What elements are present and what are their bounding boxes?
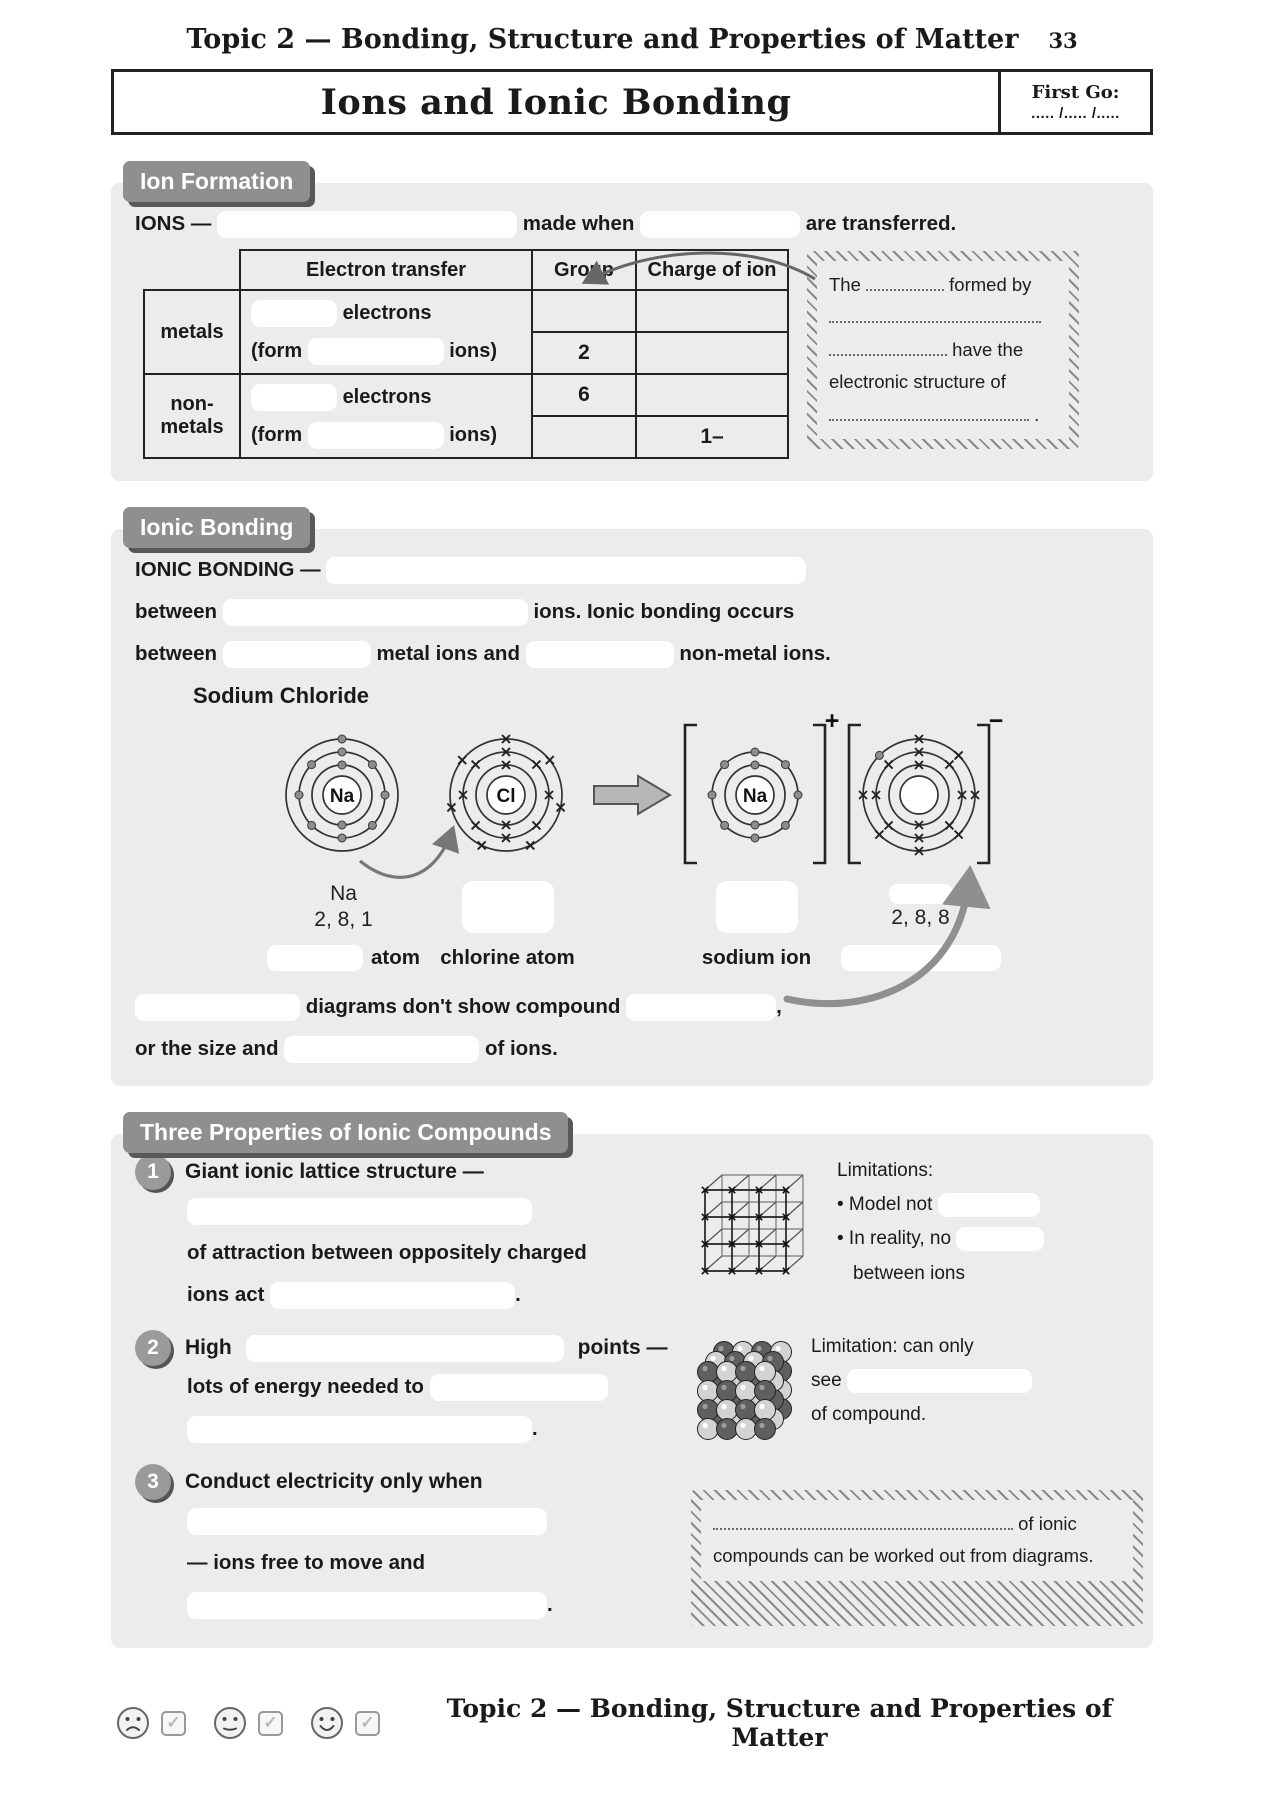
note-line-4: electronic structure of bbox=[829, 371, 1006, 393]
note-line-5: . bbox=[829, 399, 1057, 431]
neutral-face-icon bbox=[212, 1705, 248, 1741]
limitation-2-line-3: of compound. bbox=[811, 1404, 927, 1426]
no-gaps-blank[interactable] bbox=[956, 1227, 1044, 1251]
self-assessment-checkbox-neutral[interactable]: ✓ bbox=[258, 1711, 283, 1736]
strong-bonds-blank[interactable] bbox=[187, 1416, 532, 1443]
chlorine-atom-diagram bbox=[426, 711, 590, 874]
negative-blank[interactable] bbox=[526, 641, 674, 668]
between-ions-text: between ions bbox=[853, 1262, 965, 1284]
lattice-limitations-block bbox=[691, 1154, 1143, 1316]
item-3-number: 3 bbox=[135, 1464, 171, 1500]
tab-properties: Three Properties of Ionic Compounds bbox=[123, 1112, 568, 1153]
sodium-ion-column bbox=[675, 711, 839, 976]
nonmetals-electrons-text: electrons bbox=[342, 386, 432, 408]
sad-face-icon bbox=[115, 1705, 151, 1741]
chlorine-atom-column bbox=[426, 711, 590, 976]
self-assessment-neutral bbox=[212, 1705, 283, 1741]
metals-electrons-text: electrons bbox=[342, 302, 432, 324]
note-blank-2[interactable] bbox=[829, 310, 1041, 323]
crystal-limitation-block bbox=[691, 1330, 1143, 1450]
row-label-nonmetals: non- metals bbox=[144, 374, 240, 458]
empirical-formula-blank[interactable] bbox=[713, 1517, 1013, 1530]
ions-transferred-blank[interactable] bbox=[640, 211, 800, 238]
note-line-3: have the bbox=[829, 334, 1057, 366]
topic-title: Topic 2 — Bonding, Structure and Properties of Matter bbox=[186, 24, 1019, 55]
lattice-model-image bbox=[691, 1154, 823, 1285]
note-blank-4[interactable] bbox=[829, 408, 1029, 421]
section-properties bbox=[111, 1119, 1153, 1648]
oppositely-charged-blank[interactable] bbox=[223, 599, 528, 626]
first-go-box bbox=[998, 72, 1150, 132]
nonmetals-charge-cell-2: 1– bbox=[636, 416, 788, 458]
tab-ion-formation: Ion Formation bbox=[123, 161, 310, 202]
nonmetals-ion-type-blank[interactable] bbox=[308, 422, 444, 449]
section-ion-formation bbox=[111, 168, 1153, 481]
svg-text:Na: Na bbox=[742, 786, 767, 807]
ionic-bonding-line-3: between metal ions and non-metal ions. bbox=[135, 633, 1129, 675]
overcome-blank[interactable] bbox=[430, 1374, 608, 1401]
carry-charge-blank[interactable] bbox=[187, 1592, 547, 1619]
tab-ionic-bonding: Ionic Bonding bbox=[123, 507, 310, 548]
nonmetals-charge-cell-1[interactable] bbox=[636, 374, 788, 416]
sodium-word-blank[interactable] bbox=[267, 945, 363, 971]
nonmetals-lose-gain-blank[interactable] bbox=[251, 384, 337, 411]
first-go-date-field[interactable]: ..... /..... /..... bbox=[1031, 105, 1120, 122]
row-label-metals: metals bbox=[144, 290, 240, 374]
sodium-atom-column bbox=[262, 711, 426, 976]
ionic-bonding-line-2: between ions. Ionic bonding occurs bbox=[135, 591, 1129, 633]
limitation-bullet-2: • In reality, no bbox=[837, 1222, 1044, 1256]
chloride-ion-name-blank[interactable] bbox=[841, 945, 1001, 971]
item-1-number: 1 bbox=[135, 1154, 171, 1190]
reaction-arrow-column bbox=[590, 711, 675, 976]
sodium-ion-config-blank[interactable] bbox=[716, 881, 798, 933]
page-number: 33 bbox=[1048, 28, 1078, 53]
chloride-ion-column bbox=[839, 711, 1003, 976]
first-go-label: First Go: bbox=[1031, 82, 1120, 103]
sodium-ion-diagram bbox=[675, 711, 839, 874]
svg-text:+: + bbox=[824, 711, 839, 735]
nonmetals-form-text: (form bbox=[251, 424, 303, 446]
item-1-title: Giant ionic lattice structure — bbox=[185, 1160, 484, 1183]
dot-cross-word-blank[interactable] bbox=[135, 994, 300, 1021]
ions-definition-blank[interactable] bbox=[217, 211, 517, 238]
chloride-symbol-blank[interactable] bbox=[889, 884, 953, 904]
limitation-2-line-2: see bbox=[811, 1364, 1032, 1398]
property-item-3: 3 Conduct electricity only when — ions free to move and . bbox=[135, 1464, 683, 1626]
metals-group-cell-1[interactable] bbox=[532, 290, 636, 332]
positive-blank[interactable] bbox=[223, 641, 371, 668]
ion-formation-table bbox=[143, 249, 789, 459]
workbook-page bbox=[111, 0, 1153, 1752]
limitation-2-line-1: Limitation: can only bbox=[811, 1336, 974, 1357]
svg-text:Cl: Cl bbox=[496, 786, 515, 807]
svg-text:Na: Na bbox=[329, 786, 354, 807]
empirical-formula-note bbox=[691, 1490, 1143, 1626]
note-blank-3[interactable] bbox=[829, 343, 947, 356]
property-item-2: 2 High points — lots of energy needed to . bbox=[135, 1330, 683, 1450]
note3-line-2: compounds can be worked out from diagrams. bbox=[713, 1545, 1094, 1567]
sodium-ion-label: sodium ion bbox=[701, 946, 812, 969]
note-line-2 bbox=[829, 301, 1057, 333]
self-assessment-checkbox-happy[interactable]: ✓ bbox=[355, 1711, 380, 1736]
metals-group-cell-2: 2 bbox=[532, 332, 636, 374]
metals-ion-type-blank[interactable] bbox=[308, 338, 444, 365]
page-header bbox=[111, 24, 1153, 55]
structure-word-blank[interactable] bbox=[626, 994, 776, 1021]
metals-lose-gain-blank[interactable] bbox=[251, 300, 337, 327]
arrangement-word-blank[interactable] bbox=[284, 1036, 479, 1063]
table-row-nonmetals bbox=[144, 374, 788, 416]
molten-dissolved-blank[interactable] bbox=[187, 1508, 547, 1535]
nonmetals-transfer-cell bbox=[240, 374, 532, 458]
ions-mid: made when bbox=[522, 212, 635, 235]
limitation-bullet-1: • Model not bbox=[837, 1188, 1044, 1222]
ions-definition-line bbox=[135, 203, 1129, 245]
dot-cross-diagram bbox=[135, 711, 1129, 976]
ion-note-box bbox=[807, 251, 1079, 449]
sodium-atom-name-row: atom bbox=[267, 940, 420, 976]
metals-ions-text: ions) bbox=[449, 340, 498, 362]
metals-transfer-cell bbox=[240, 290, 532, 374]
block-arrow-icon bbox=[590, 773, 675, 817]
metals-charge-cell-1[interactable] bbox=[636, 290, 788, 332]
note-blank-1[interactable] bbox=[866, 278, 944, 291]
note3-line-1: of ionic bbox=[713, 1508, 1121, 1540]
column-header-electron-transfer: Electron transfer bbox=[240, 250, 532, 290]
metals-form-text: (form bbox=[251, 340, 303, 362]
column-header-charge: Charge of ion bbox=[636, 250, 788, 290]
page-footer bbox=[111, 1694, 1153, 1752]
model-not-blank[interactable] bbox=[938, 1193, 1040, 1217]
self-assessment-sad bbox=[115, 1705, 186, 1741]
footer-topic-title: Topic 2 — Bonding, Structure and Properties of Matter bbox=[446, 1694, 1113, 1752]
title-box bbox=[111, 69, 1153, 135]
nonmetals-ions-text: ions) bbox=[449, 424, 498, 446]
section-ionic-bonding bbox=[111, 514, 1153, 1086]
caption-line-2: or the size and of ions. bbox=[135, 1028, 1129, 1070]
melting-boiling-blank[interactable] bbox=[246, 1335, 564, 1362]
table-row-metals bbox=[144, 290, 788, 332]
svg-text:−: − bbox=[988, 711, 1003, 735]
self-assessment-checkbox-sad[interactable]: ✓ bbox=[161, 1711, 186, 1736]
chloride-ion-diagram bbox=[839, 711, 1003, 874]
na-config-answer: 2, 8, 1 bbox=[314, 908, 373, 931]
self-assessment-happy bbox=[309, 1705, 380, 1741]
ionic-bonding-definition-line: IONIC BONDING — bbox=[135, 549, 1129, 591]
ions-tail: are transferred. bbox=[805, 212, 957, 235]
diagram-title: Sodium Chloride bbox=[193, 683, 369, 708]
nonmetals-group-cell-2[interactable] bbox=[532, 416, 636, 458]
chlorine-config-blank[interactable] bbox=[462, 881, 554, 933]
metals-charge-cell-2[interactable] bbox=[636, 332, 788, 374]
na-symbol-answer: Na bbox=[330, 882, 357, 905]
chloride-config-answer: 2, 8, 8 bbox=[891, 906, 950, 929]
crystal-model-image bbox=[691, 1330, 797, 1449]
item-2-number: 2 bbox=[135, 1330, 171, 1366]
note-line-1: The formed by bbox=[829, 274, 1032, 295]
forces-blank[interactable] bbox=[187, 1198, 532, 1225]
column-header-group: Group bbox=[532, 250, 636, 290]
chlorine-atom-label: chlorine atom bbox=[440, 946, 575, 969]
ionic-bonding-definition-blank[interactable] bbox=[326, 557, 806, 584]
in-all-directions-blank[interactable] bbox=[270, 1282, 515, 1309]
outside-blank[interactable] bbox=[847, 1369, 1032, 1393]
nonmetals-group-cell-1: 6 bbox=[532, 374, 636, 416]
limitations-heading: Limitations: bbox=[837, 1160, 934, 1181]
caption-line-1: diagrams don't show compound , bbox=[135, 986, 1129, 1028]
page-title: Ions and Ionic Bonding bbox=[320, 81, 792, 123]
property-item-1: 1 Giant ionic lattice structure — of attraction between oppositely charged ions act . bbox=[135, 1154, 683, 1316]
ions-lead: IONS — bbox=[135, 212, 212, 235]
happy-face-icon bbox=[309, 1705, 345, 1741]
sodium-atom-diagram bbox=[262, 711, 426, 874]
